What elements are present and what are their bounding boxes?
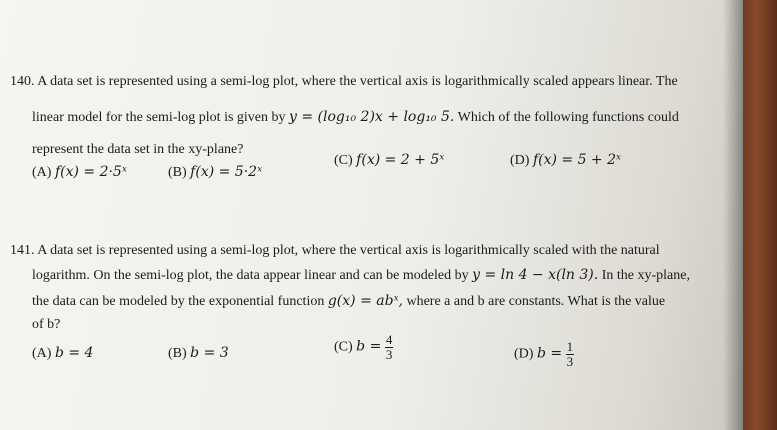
q141-line-3: the data can be modeled by the exponential function g(x) = abˣ, where a and b are constants. What is the value: [32, 293, 666, 309]
q140-choice-a[interactable]: (A) f(x) = 2·5ˣ: [32, 164, 127, 180]
q140-equation: y = (log₁₀ 2)x + log₁₀ 5.: [289, 109, 455, 125]
q141-choice-c[interactable]: (C) b = $\frac{4}{3}$: [334, 332, 393, 362]
q141-choice-b[interactable]: (B) b = 3: [168, 345, 229, 361]
q140-line-3: represent the data set in the xy-plane?: [32, 142, 244, 157]
q140-choice-c[interactable]: (C) f(x) = 2 + 5ˣ: [334, 152, 445, 168]
q141-line-2: logarithm. On the semi-log plot, the data appear linear and can be modeled by y = ln 4 − x(ln 3). In the xy-plane,: [32, 267, 690, 283]
q140-line-1: 140. A data set is represented using a semi-log plot, where the vertical axis is logarithmically scaled appears linear. The: [10, 74, 678, 89]
q141-choice-a[interactable]: (A) b = 4: [32, 345, 94, 361]
q141-equation: y = ln 4 − x(ln 3).: [472, 267, 599, 283]
q141-line-1: 141. A data set is represented using a semi-log plot, where the vertical axis is logarithmically scaled with the natural: [10, 243, 660, 258]
q140-choice-b[interactable]: (B) f(x) = 5·2ˣ: [168, 164, 263, 180]
fraction-one-third: $\frac{1}{3}$: [566, 339, 574, 369]
q140-line-2: linear model for the semi-log plot is given by y = (log₁₀ 2)x + log₁₀ 5. Which of the following functions could: [32, 109, 679, 125]
fraction-four-thirds: $\frac{4}{3}$: [385, 332, 393, 362]
q141-line-4: of b?: [32, 317, 61, 332]
q141-choice-d[interactable]: (D) b = $\frac{1}{3}$: [514, 339, 574, 369]
q141-function: g(x) = abˣ,: [327, 293, 403, 309]
desk-edge: [743, 0, 777, 430]
q140-choice-d[interactable]: (D) f(x) = 5 + 2ˣ: [510, 152, 621, 168]
